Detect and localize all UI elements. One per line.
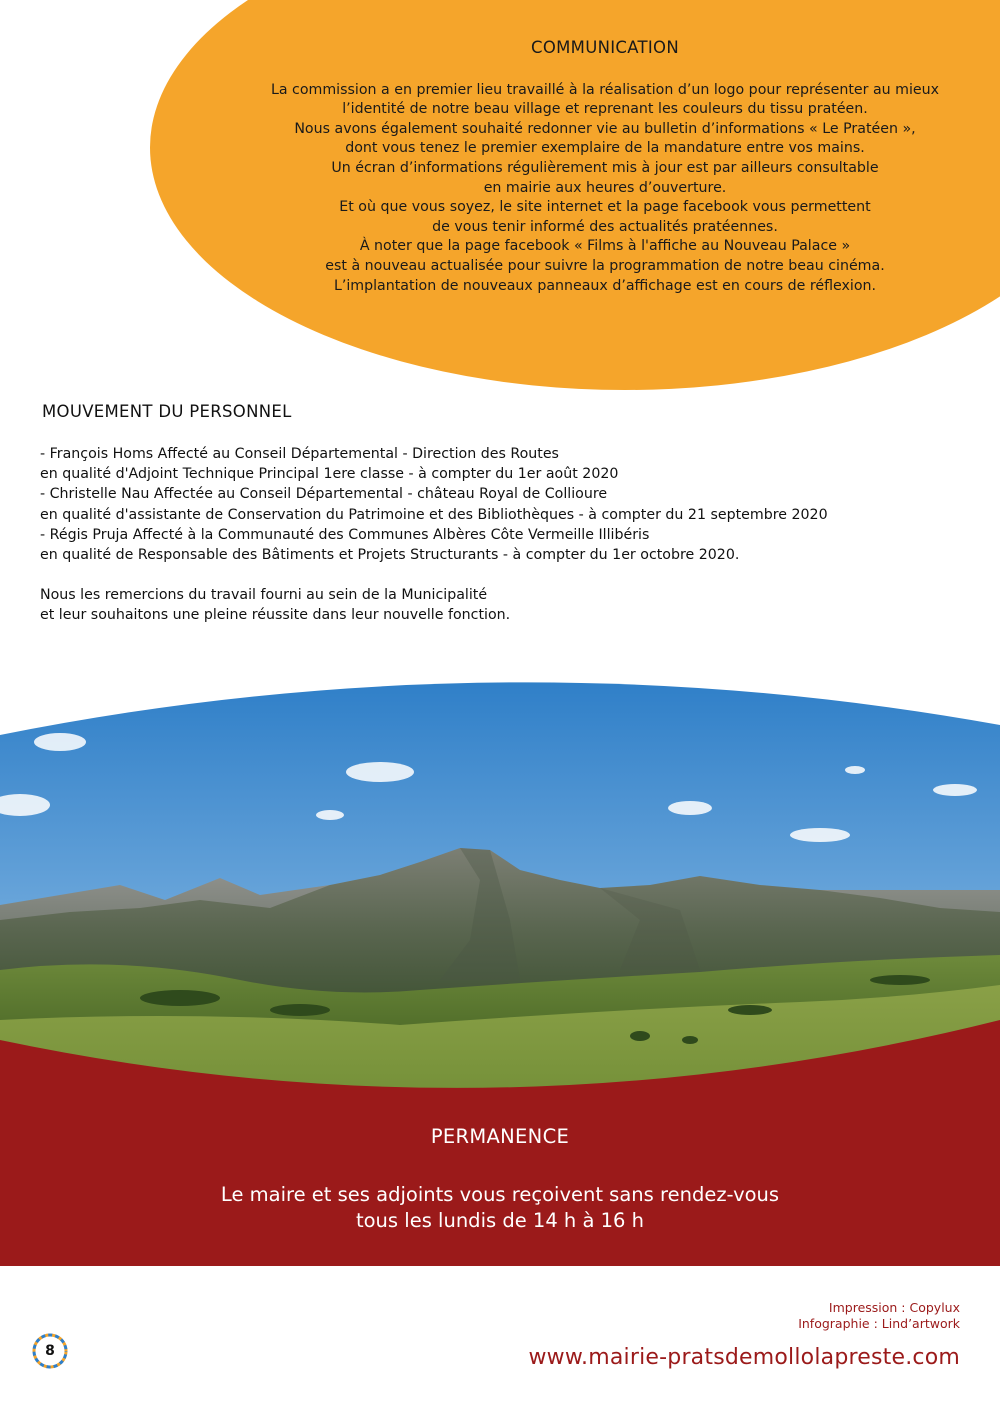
communication-line: dont vous tenez le premier exemplaire de la mandature entre vos mains. bbox=[345, 140, 865, 157]
personnel-title: MOUVEMENT DU PERSONNEL bbox=[42, 402, 292, 421]
credits bbox=[798, 1300, 960, 1332]
page-number: 8 bbox=[45, 1343, 55, 1359]
personnel-section bbox=[40, 444, 940, 626]
personnel-line: en qualité de Responsable des Bâtiments et Projets Structurants - à compter du 1er octobre 2020. bbox=[40, 547, 740, 564]
website-url: www.mairie-pratsdemollolapreste.com bbox=[528, 1345, 960, 1370]
personnel-line: - François Homs Affecté au Conseil Départemental - Direction des Routes bbox=[40, 446, 559, 462]
personnel-thanks-line: Nous les remercions du travail fourni au sein de la Municipalité bbox=[40, 587, 488, 604]
communication-section bbox=[220, 38, 990, 296]
communication-line: l’identité de notre beau village et reprenant les couleurs du tissu pratéen. bbox=[342, 101, 868, 118]
personnel-line: - Christelle Nau Affectée au Conseil Départemental - château Royal de Collioure bbox=[40, 486, 608, 503]
communication-line: est à nouveau actualisée pour suivre la programmation de notre beau cinéma. bbox=[325, 257, 885, 274]
personnel-line: en qualité d'assistante de Conservation du Patrimoine et des Bibliothèques - à compter du 21 septembre 2020 bbox=[40, 506, 828, 523]
permanence-title: PERMANENCE bbox=[430, 1125, 570, 1148]
permanence-line: Le maire et ses adjoints vous reçoivent sans rendez-vous bbox=[220, 1183, 780, 1206]
permanence-text bbox=[0, 1182, 1000, 1234]
communication-line: Et où que vous soyez, le site internet et la page facebook vous permettent bbox=[339, 199, 871, 216]
communication-line: À noter que la page facebook « Films à l'affiche au Nouveau Palace » bbox=[359, 238, 851, 255]
permanence-line: tous les lundis de 14 h à 16 h bbox=[355, 1209, 644, 1232]
personnel-line: - Régis Pruja Affecté à la Communauté des Communes Albères Côte Vermeille Illibéris bbox=[40, 526, 650, 543]
personnel-thanks-line: et leur souhaitons une pleine réussite dans leur nouvelle fonction. bbox=[40, 607, 511, 624]
communication-line: Un écran d’informations régulièrement mis à jour est par ailleurs consultable bbox=[331, 159, 879, 176]
personnel-thanks bbox=[40, 585, 940, 625]
credit-print: Impression : Copylux bbox=[828, 1300, 960, 1315]
communication-title: COMMUNICATION bbox=[531, 38, 679, 57]
communication-line: en mairie aux heures d’ouverture. bbox=[483, 179, 727, 196]
communication-line: de vous tenir informé des actualités pratéennes. bbox=[432, 218, 778, 235]
communication-line: Nous avons également souhaité redonner vie au bulletin d’informations « Le Pratéen », bbox=[294, 120, 916, 137]
credit-infographics: Infographie : Lind’artwork bbox=[798, 1316, 960, 1331]
communication-line: L’implantation de nouveaux panneaux d’affichage est en cours de réflexion. bbox=[333, 277, 877, 294]
communication-line: La commission a en premier lieu travaillé à la réalisation d’un logo pour représenter au mieux bbox=[270, 81, 940, 98]
personnel-line: en qualité d'Adjoint Technique Principal 1ere classe - à compter du 1er août 2020 bbox=[40, 466, 619, 483]
